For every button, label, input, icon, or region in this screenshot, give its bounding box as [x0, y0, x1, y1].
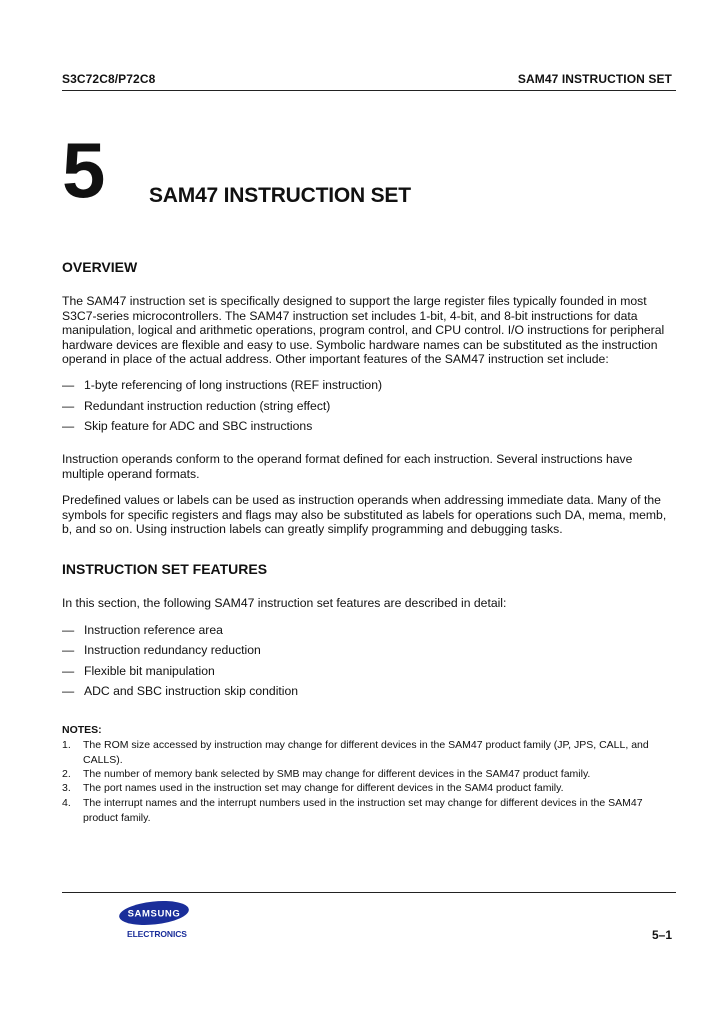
samsung-logo [118, 900, 190, 926]
header-rule [62, 90, 676, 91]
features-bullet-1 [62, 623, 223, 638]
overview-paragraph-2: Instruction operands conform to the operand format defined for each instruction. Several instructions have multiple operand formats. [62, 452, 633, 481]
features-bullet-3 [62, 664, 215, 679]
header-left: S3C72C8/P72C8 [62, 72, 156, 86]
page-number: 5–1 [651, 928, 672, 942]
note-number: 1. [62, 739, 71, 751]
overview-bullet-3 [62, 419, 312, 434]
bullet-dash: — [62, 664, 75, 678]
bullet-text: Skip feature for ADC and SBC instructions [84, 419, 313, 433]
bullet-text: Instruction redundancy reduction [84, 643, 261, 657]
overview-bullet-2 [62, 399, 330, 414]
bullet-text: Flexible bit manipulation [84, 664, 215, 678]
bullet-dash: — [62, 623, 75, 637]
overview-paragraph-3: Predefined values or labels can be used as instruction operands when addressing immediate data. Many of the symbols for specific registers and flags may also be substituted as labels for operations such DA, mema, memb, b, and so on. Using instruction labels can greatly simplify programming and debugging tasks. [62, 493, 667, 536]
bullet-text: ADC and SBC instruction skip condition [84, 684, 299, 698]
note-4 [62, 796, 674, 825]
notes-heading: NOTES: [62, 724, 102, 736]
overview-paragraph-1: The SAM47 instruction set is specifically designed to support the large register files typically founded in most S3C7-series microcontrollers. The SAM47 instruction set includes 1-bit, 4-bit, and 8-bit instructions for data manipulation, logical and arithmetic operations, program control, and CPU control. I/O instructions for peripheral hardware devices are flexible and easy to use. Symbolic hardware names can be substituted as the instruction operand in place of the actual address. Other important features of the SAM47 instruction set include: [62, 294, 665, 366]
features-heading: INSTRUCTION SET FEATURES [62, 561, 268, 577]
electronics-label: ELECTRONICS [127, 929, 187, 939]
note-1 [62, 738, 674, 767]
bullet-dash: — [62, 684, 75, 698]
overview-bullet-1 [62, 378, 382, 393]
note-text: The ROM size accessed by instruction may change for different devices in the SAM47 product family (JP, JPS, CALL, and CALLS). [83, 739, 649, 766]
chapter-number: 5 [62, 126, 106, 214]
features-bullet-2 [62, 643, 261, 658]
note-text: The number of memory bank selected by SMB may change for different devices in the SAM47 product family. [83, 768, 591, 780]
bullet-text: 1-byte referencing of long instructions (REF instruction) [84, 378, 383, 392]
footer-rule [62, 892, 676, 893]
logo-text: SAMSUNG [127, 908, 181, 920]
bullet-text: Redundant instruction reduction (string effect) [84, 399, 331, 413]
bullet-dash: — [62, 419, 75, 433]
bullet-dash: — [62, 399, 75, 413]
note-number: 2. [62, 768, 71, 780]
note-2 [62, 767, 674, 782]
features-bullet-4 [62, 684, 298, 699]
note-number: 3. [62, 782, 71, 794]
bullet-dash: — [62, 643, 75, 657]
chapter-title: SAM47 INSTRUCTION SET [149, 184, 411, 207]
bullet-text: Instruction reference area [84, 623, 223, 637]
note-3 [62, 781, 674, 796]
note-text: The port names used in the instruction set may change for different devices in the SAM4 product family. [83, 782, 564, 794]
features-intro: In this section, the following SAM47 instruction set features are described in detail: [62, 596, 507, 610]
bullet-dash: — [62, 378, 75, 392]
overview-heading: OVERVIEW [62, 259, 138, 275]
note-number: 4. [62, 797, 71, 809]
note-text: The interrupt names and the interrupt numbers used in the instruction set may change for different devices in the SAM47 product family. [83, 797, 643, 824]
header-right: SAM47 INSTRUCTION SET [517, 72, 672, 86]
